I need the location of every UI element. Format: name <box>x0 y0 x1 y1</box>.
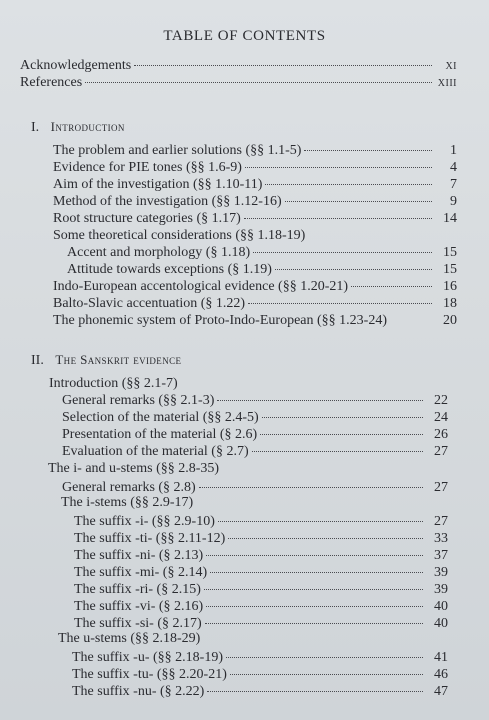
dot-leader <box>199 487 423 488</box>
entry-text: Indo-European accentological evidence (§§ 1.20-21) <box>53 279 349 294</box>
dot-leader <box>285 201 432 202</box>
toc-entry <box>62 409 448 426</box>
entry-page: XIII <box>437 78 457 89</box>
dot-leader <box>210 572 423 573</box>
toc-subheading: The i-stems (§§ 2.9-17) <box>61 495 194 510</box>
entry-text: The suffix -u- (§§ 2.18-19) <box>72 650 223 665</box>
dot-leader <box>205 623 423 624</box>
toc-entry <box>72 666 448 683</box>
section-heading <box>31 351 181 369</box>
entry-text: Selection of the material (§§ 2.4-5) <box>62 410 259 425</box>
entry-page: 18 <box>443 296 457 311</box>
entry-page: XI <box>445 61 457 72</box>
entry-text: The suffix -nu- (§ 2.22) <box>72 684 205 699</box>
dot-leader <box>248 303 432 304</box>
toc-subheading: Introduction (§§ 2.1-7) <box>49 376 178 391</box>
dot-leader <box>304 150 432 151</box>
entry-text: Accent and morphology (§ 1.18) <box>67 245 251 260</box>
dot-leader <box>262 417 423 418</box>
dot-leader <box>245 167 432 168</box>
toc-entry <box>74 513 448 530</box>
entry-text: The suffix -mi- (§ 2.14) <box>74 565 208 580</box>
entry-page: 20 <box>443 313 457 328</box>
entry-page: 37 <box>434 548 448 563</box>
toc-entry <box>53 312 457 329</box>
dot-leader <box>260 434 423 435</box>
dot-leader <box>351 286 432 287</box>
toc-entry <box>62 392 448 409</box>
section-number: I. <box>31 120 40 135</box>
entry-text: The problem and earlier solutions (§§ 1.1-5) <box>53 143 302 158</box>
toc-entry-acknowledgements <box>20 57 457 75</box>
entry-page: 15 <box>443 262 457 277</box>
toc-entry <box>67 261 457 278</box>
toc-entry <box>74 530 448 547</box>
toc-entry <box>53 295 457 312</box>
entry-text: The suffix -ri- (§ 2.15) <box>74 582 201 597</box>
entry-text: Aim of the investigation (§§ 1.10-11) <box>53 177 263 192</box>
dot-leader <box>204 589 423 590</box>
entry-page: 26 <box>434 427 448 442</box>
entry-text: The suffix -ti- (§§ 2.11-12) <box>74 531 226 546</box>
dot-leader <box>226 657 423 658</box>
entry-page: 1 <box>450 143 457 158</box>
entry-page: 4 <box>450 160 457 175</box>
toc-entry <box>74 598 448 615</box>
entry-text: Attitude towards exceptions (§ 1.19) <box>67 262 272 277</box>
dot-leader <box>206 606 423 607</box>
entry-text: The suffix -tu- (§§ 2.20-21) <box>72 667 227 682</box>
section-heading <box>31 118 125 136</box>
dot-leader <box>230 674 423 675</box>
page-title: TABLE OF CONTENTS <box>163 28 326 44</box>
entry-page: 40 <box>434 616 448 631</box>
entry-page: 27 <box>434 444 448 459</box>
entry-page: 40 <box>434 599 448 614</box>
entry-text: The suffix -ni- (§ 2.13) <box>74 548 204 563</box>
toc-entry <box>53 176 457 193</box>
dot-leader <box>252 451 423 452</box>
dot-leader <box>217 400 423 401</box>
toc-entry <box>53 159 457 176</box>
toc-subheading: The u-stems (§§ 2.18-29) <box>58 631 201 646</box>
section-number: II. <box>31 353 44 368</box>
entry-text: Presentation of the material (§ 2.6) <box>62 427 258 442</box>
entry-page: 27 <box>434 480 448 495</box>
entry-text: The phonemic system of Proto-Indo-European (§§ 1.23-24) <box>53 313 387 328</box>
toc-entry <box>53 278 457 295</box>
entry-text: General remarks (§ 2.8) <box>62 480 196 495</box>
entry-text: The suffix -si- (§ 2.17) <box>74 616 202 631</box>
dot-leader <box>85 82 432 83</box>
toc-entry <box>74 581 448 598</box>
entry-text: Evaluation of the material (§ 2.7) <box>62 444 249 459</box>
entry-page: 16 <box>443 279 457 294</box>
toc-subheading: Some theoretical considerations (§§ 1.18-19) <box>53 228 306 243</box>
entry-page: 22 <box>434 393 448 408</box>
entry-text: Acknowledgements <box>20 58 132 73</box>
entry-text: Method of the investigation (§§ 1.12-16) <box>53 194 282 209</box>
entry-page: 9 <box>450 194 457 209</box>
toc-entry <box>62 443 448 460</box>
dot-leader <box>218 521 423 522</box>
section-title: Introduction <box>50 119 125 134</box>
toc-entry <box>74 547 448 564</box>
entry-text: The suffix -vi- (§ 2.16) <box>74 599 204 614</box>
toc-entry <box>53 210 457 227</box>
entry-text: The suffix -i- (§§ 2.9-10) <box>74 514 215 529</box>
entry-text: Balto-Slavic accentuation (§ 1.22) <box>53 296 246 311</box>
toc-entry-references <box>20 74 457 92</box>
section-title: The Sanskrit evidence <box>55 352 182 367</box>
entry-page: 39 <box>434 565 448 580</box>
entry-page: 33 <box>434 531 448 546</box>
entry-text: General remarks (§§ 2.1-3) <box>62 393 215 408</box>
entry-page: 41 <box>434 650 448 665</box>
dot-leader <box>206 555 423 556</box>
toc-subheading: The i- and u-stems (§§ 2.8-35) <box>48 461 220 476</box>
dot-leader <box>228 538 423 539</box>
entry-page: 14 <box>443 211 457 226</box>
toc-entry <box>62 426 448 443</box>
entry-text: References <box>20 75 83 90</box>
dot-leader <box>244 218 432 219</box>
toc-entry <box>67 244 457 261</box>
entry-page: 46 <box>434 667 448 682</box>
entry-page: 27 <box>434 514 448 529</box>
entry-page: 24 <box>434 410 448 425</box>
entry-page: 7 <box>450 177 457 192</box>
dot-leader <box>253 252 432 253</box>
toc-entry <box>53 193 457 210</box>
dot-leader <box>265 184 432 185</box>
dot-leader <box>275 269 432 270</box>
toc-entry <box>74 564 448 581</box>
entry-page: 47 <box>434 684 448 699</box>
toc-entry <box>72 683 448 700</box>
entry-text: Evidence for PIE tones (§§ 1.6-9) <box>53 160 242 175</box>
entry-page: 15 <box>443 245 457 260</box>
entry-text: Root structure categories (§ 1.17) <box>53 211 241 226</box>
dot-leader <box>207 691 423 692</box>
toc-entry <box>72 649 448 666</box>
entry-page: 39 <box>434 582 448 597</box>
dot-leader <box>134 65 432 66</box>
toc-entry <box>53 142 457 159</box>
